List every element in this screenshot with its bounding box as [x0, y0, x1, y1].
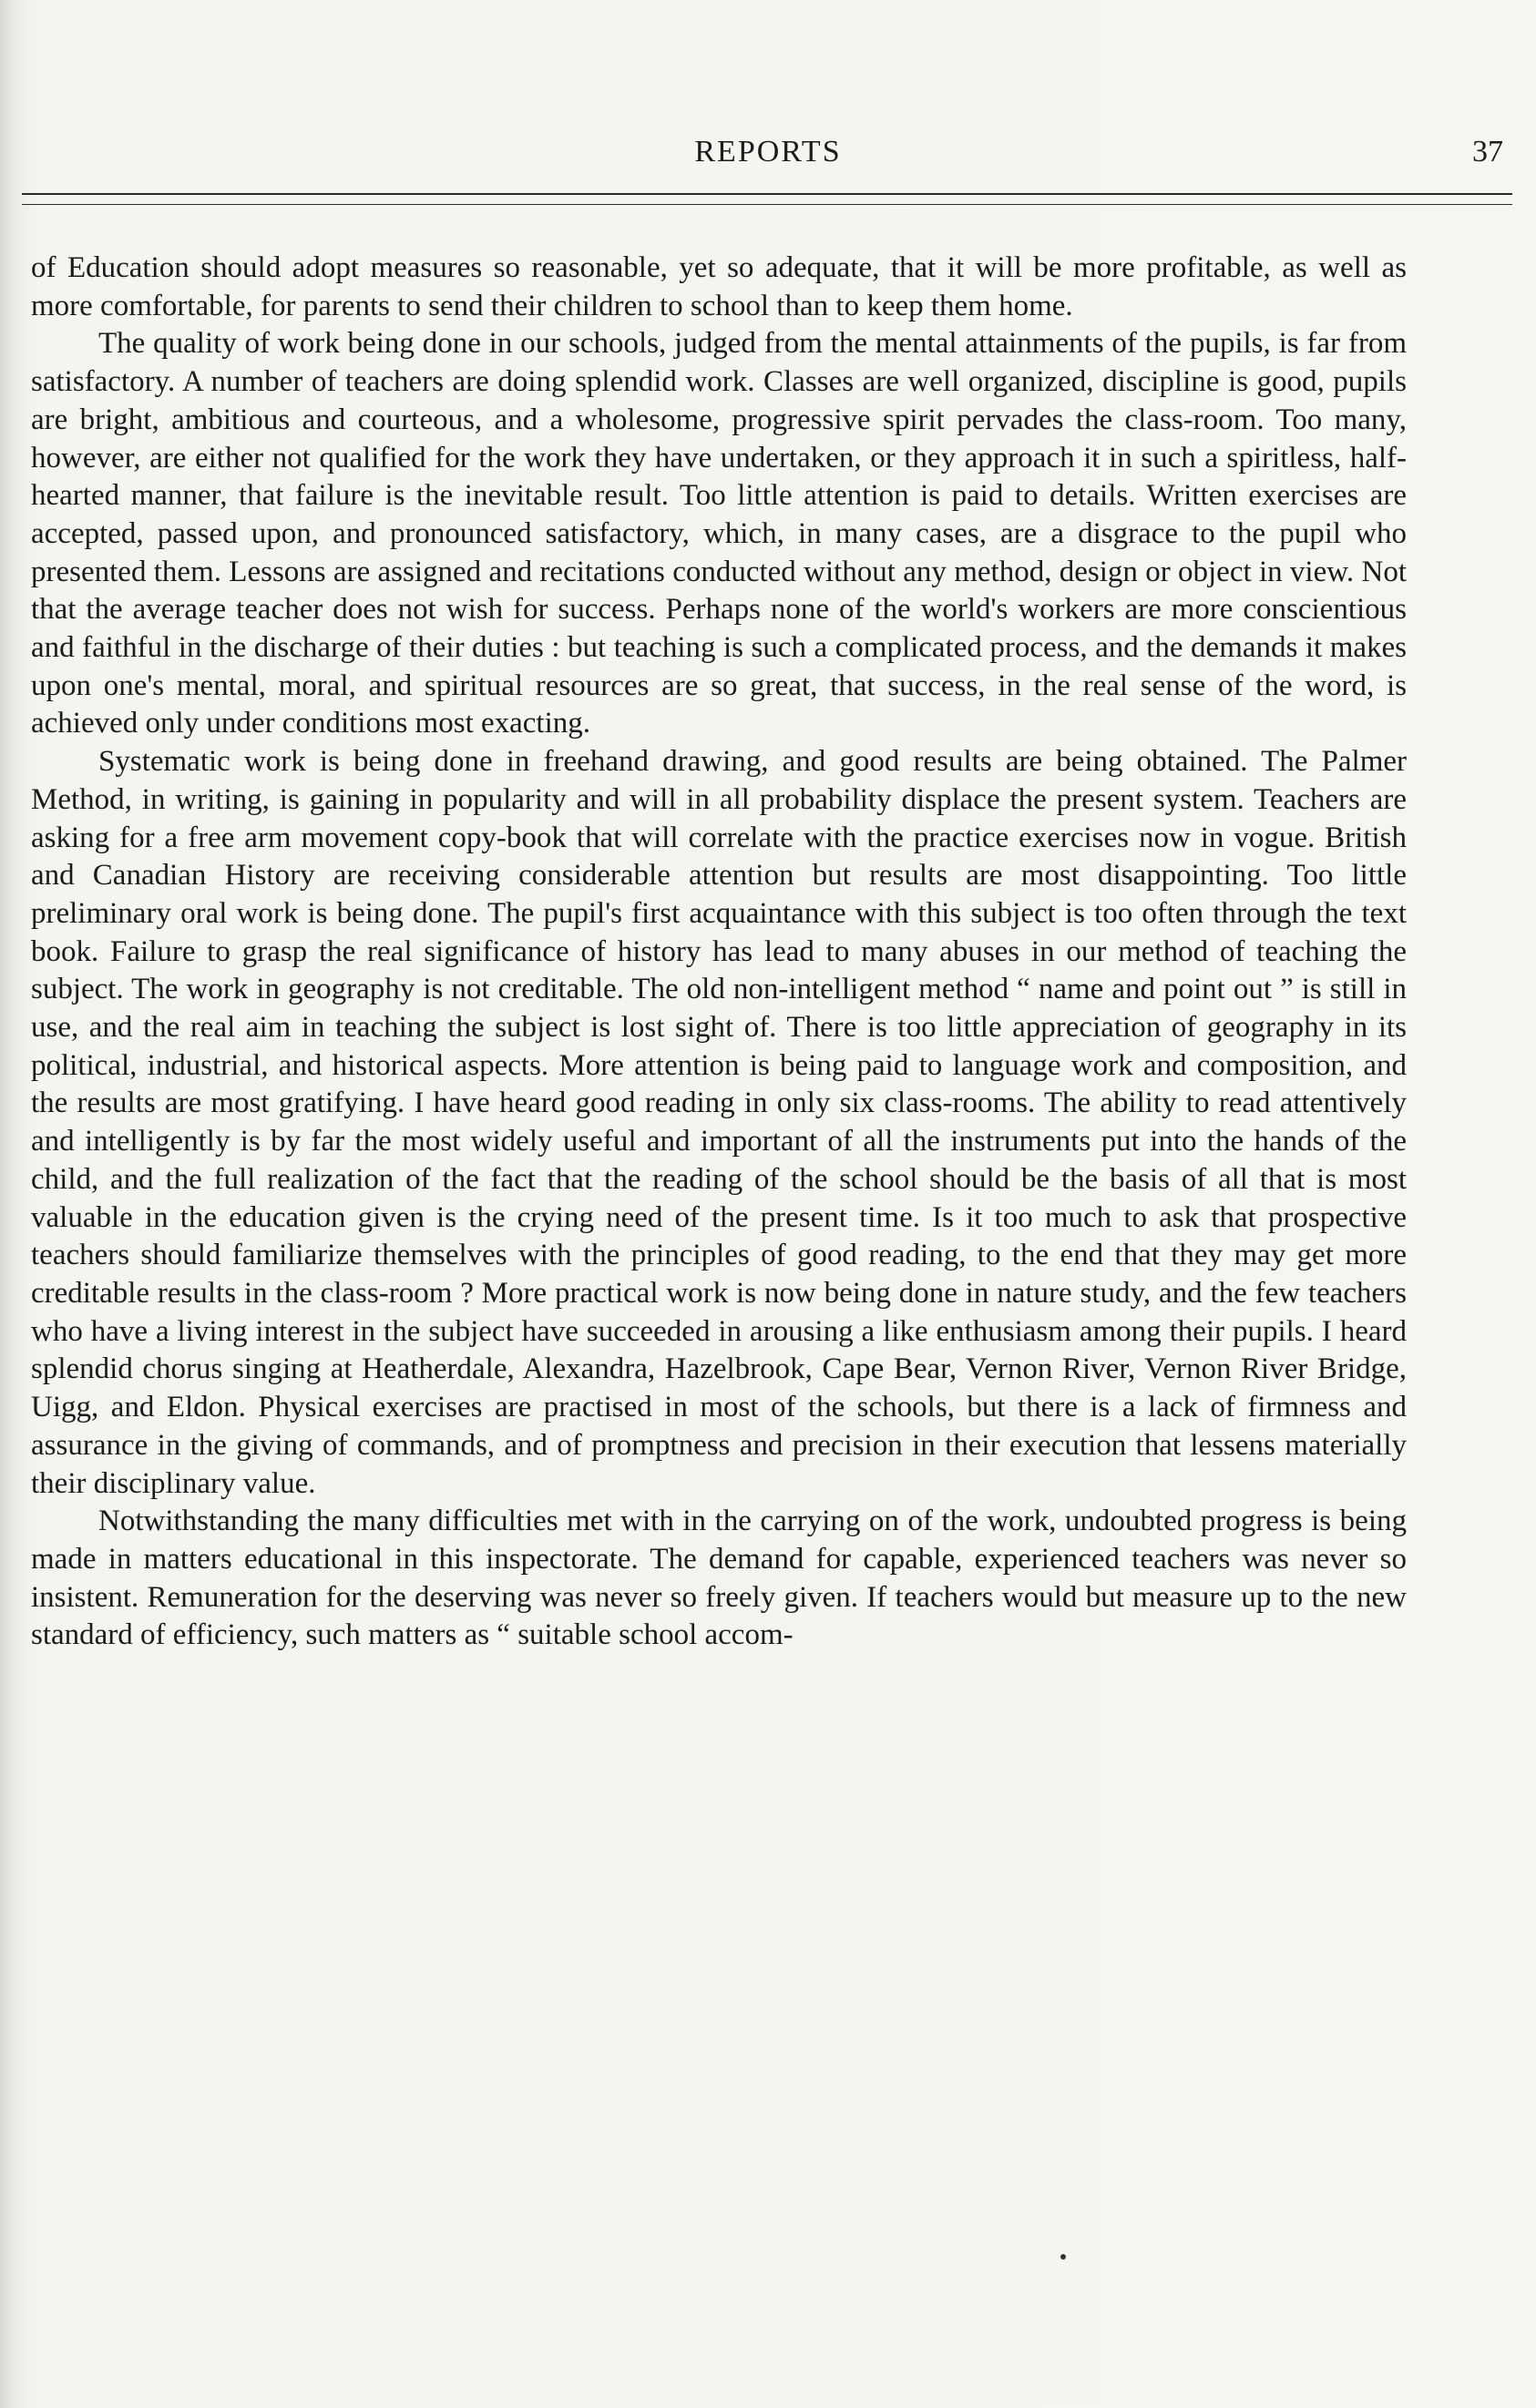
page-number: 37	[1472, 135, 1503, 168]
header-rule	[22, 193, 1512, 195]
paragraph-quality-of-work: The quality of work being done in our schools, judged from the mental attainments of the pupils, is far from satisfactory. A number of teachers are doing splendid work. Classes are well organized, discipline is good, pupils are bright, ambitious and courteous, and a wholesome, progressive spirit pervades the class-room. Too many, however, are either not qualified for the work they have undertaken, or they approach it in such a spiritless, half-hearted manner, that failure is the inevitable result. Too little attention is paid to details. Written exercises are accepted, passed upon, and pronounced satisfactory, which, in many cases, are a disgrace to the pupil who presented them. Lessons are assigned and recitations conducted without any method, design or object in view. Not that the average teacher does not wish for success. Perhaps none of the world's workers are more conscientious and faithful in the discharge of their duties : but teaching is such a complicated process, and the demands it makes upon one's mental, moral, and spiritual resources are so great, that success, in the real sense of the word, is achieved only under conditions most exacting.	[31, 327, 1407, 740]
paragraph-continuation: of Education should adopt measures so reasonable, yet so adequate, that it will be more profitable, as well as more comfortable, for parents to send their children to school than to keep them home.	[31, 251, 1407, 322]
body-text	[31, 250, 1407, 1655]
paragraph-notwithstanding: Notwithstanding the many difficulties met with in the carrying on of the work, undoubted progress is being made in matters educational in this inspectorate. The demand for capable, experienced teachers was never so insistent. Remuneration for the deserving was never so freely given. If teachers would but measure up to the new standard of efficiency, such matters as “ suitable school accom-	[31, 1505, 1407, 1652]
paragraph-systematic-work: Systematic work is being done in freehand drawing, and good results are being obtained. The Palmer Method, in writing, is gaining in popularity and will in all probability displace the present system. Teachers are asking for a free arm movement copy-book that will correlate with the practice exercises now in vogue. British and Canadian History are receiving considerable attention but results are most disappointing. Too little preliminary oral work is being done. The pupil's first acquaintance with this subject is too often through the text book. Failure to grasp the real significance of history has lead to many abuses in our method of teaching the subject. The work in geography is not creditable. The old non-intelligent method “ name and point out ” is still in use, and the real aim in teaching the subject is lost sight of. There is too little appreciation of geography in its political, industrial, and historical aspects. More attention is being paid to language work and composition, and the results are most gratifying. I have heard good reading in only six class-rooms. The ability to read attentively and intelligently is by far the most widely useful and important of all the instruments put into the hands of the child, and the full realization of the fact that the reading of the school should be the basis of all that is most valuable in the education given is the crying need of the present time. Is it too much to ask that prospective teachers should familiarize themselves with the principles of good reading, to the end that they may get more creditable results in the class-room ? More practical work is now being done in nature study, and the few teachers who have a living interest in the subject have succeeded in arousing a like enthusiasm among their pupils. I heard splendid chorus singing at Heatherdale, Alexandra, Hazelbrook, Cape Bear, Vernon River, Vernon River Bridge, Uigg, and Eldon. Physical exercises are practised in most of the schools, but there is a lack of firmness and assurance in the giving of commands, and of promptness and precision in their execution that lessens materially their disciplinary value.	[31, 745, 1407, 1500]
ink-speck	[1060, 2254, 1066, 2260]
header-rule-thin	[22, 204, 1512, 205]
running-header	[26, 135, 1510, 180]
running-title: REPORTS	[694, 135, 842, 168]
